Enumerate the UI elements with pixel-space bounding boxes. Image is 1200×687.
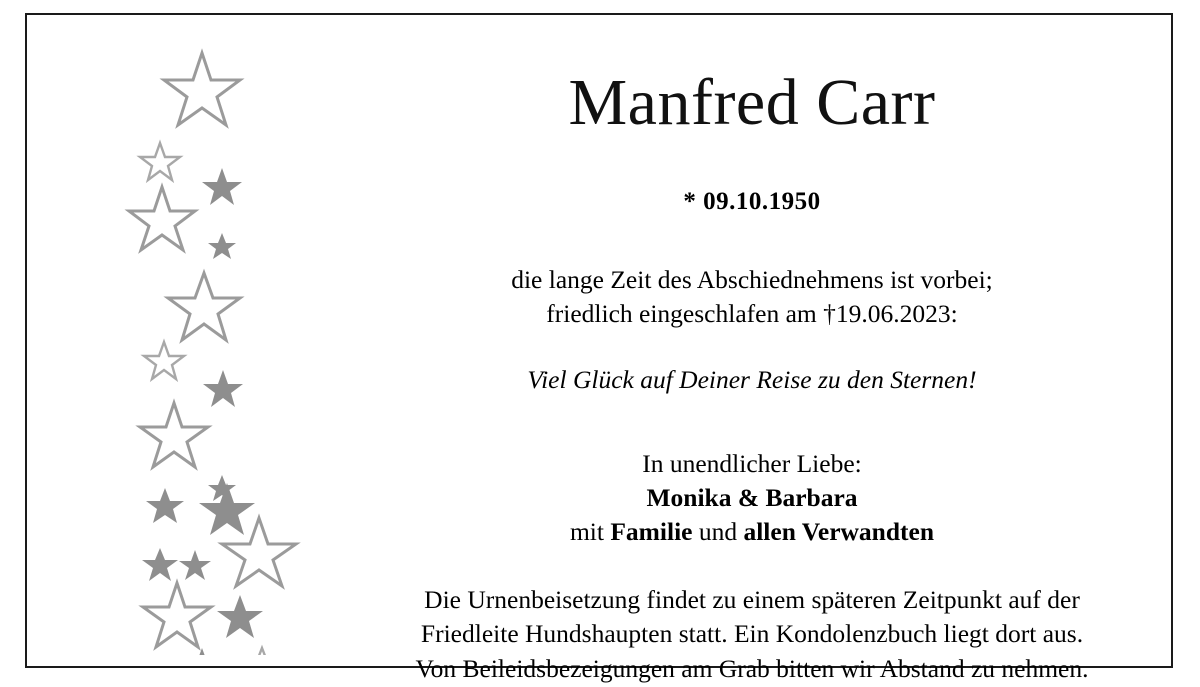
star-decoration [122, 35, 322, 655]
motto-text: Viel Glück auf Deiner Reise zu den Sternen! [527, 364, 977, 394]
funeral-info [327, 583, 1177, 687]
funeral-info-line-3: Von Beileidsbezeigungen am Grab bitten wir Abstand zu nehmen. [415, 654, 1089, 683]
family-line-bold-1: Familie [610, 516, 693, 546]
mourners-intro: In unendlicher Liebe: [642, 448, 862, 478]
page-title: Manfred Carr [568, 66, 936, 139]
mourners-names: Monika & Barbara [646, 482, 858, 512]
birth-date: * 09.10.1950 [683, 187, 821, 215]
farewell-line-1: die lange Zeit des Abschiednehmens ist vorbei; [511, 264, 993, 294]
star-decoration-svg [122, 35, 322, 655]
family-line-middle: und [692, 516, 744, 546]
mourners-block [327, 447, 1177, 549]
funeral-info-line-1: Die Urnenbeisetzung findet zu einem späteren Zeitpunkt auf der [424, 584, 1080, 614]
farewell-text [327, 263, 1177, 332]
funeral-info-line-2: Friedleite Hundshaupten statt. Ein Kondolenzbuch liegt dort aus. [420, 619, 1084, 649]
notice-content [327, 45, 1177, 687]
notice-frame [25, 13, 1173, 683]
farewell-line-2: friedlich eingeschlafen am †19.06.2023: [546, 299, 958, 329]
mourners-family-line [327, 515, 1177, 549]
family-line-bold-2: allen Verwandten [743, 516, 935, 546]
family-line-prefix: mit [569, 516, 611, 546]
